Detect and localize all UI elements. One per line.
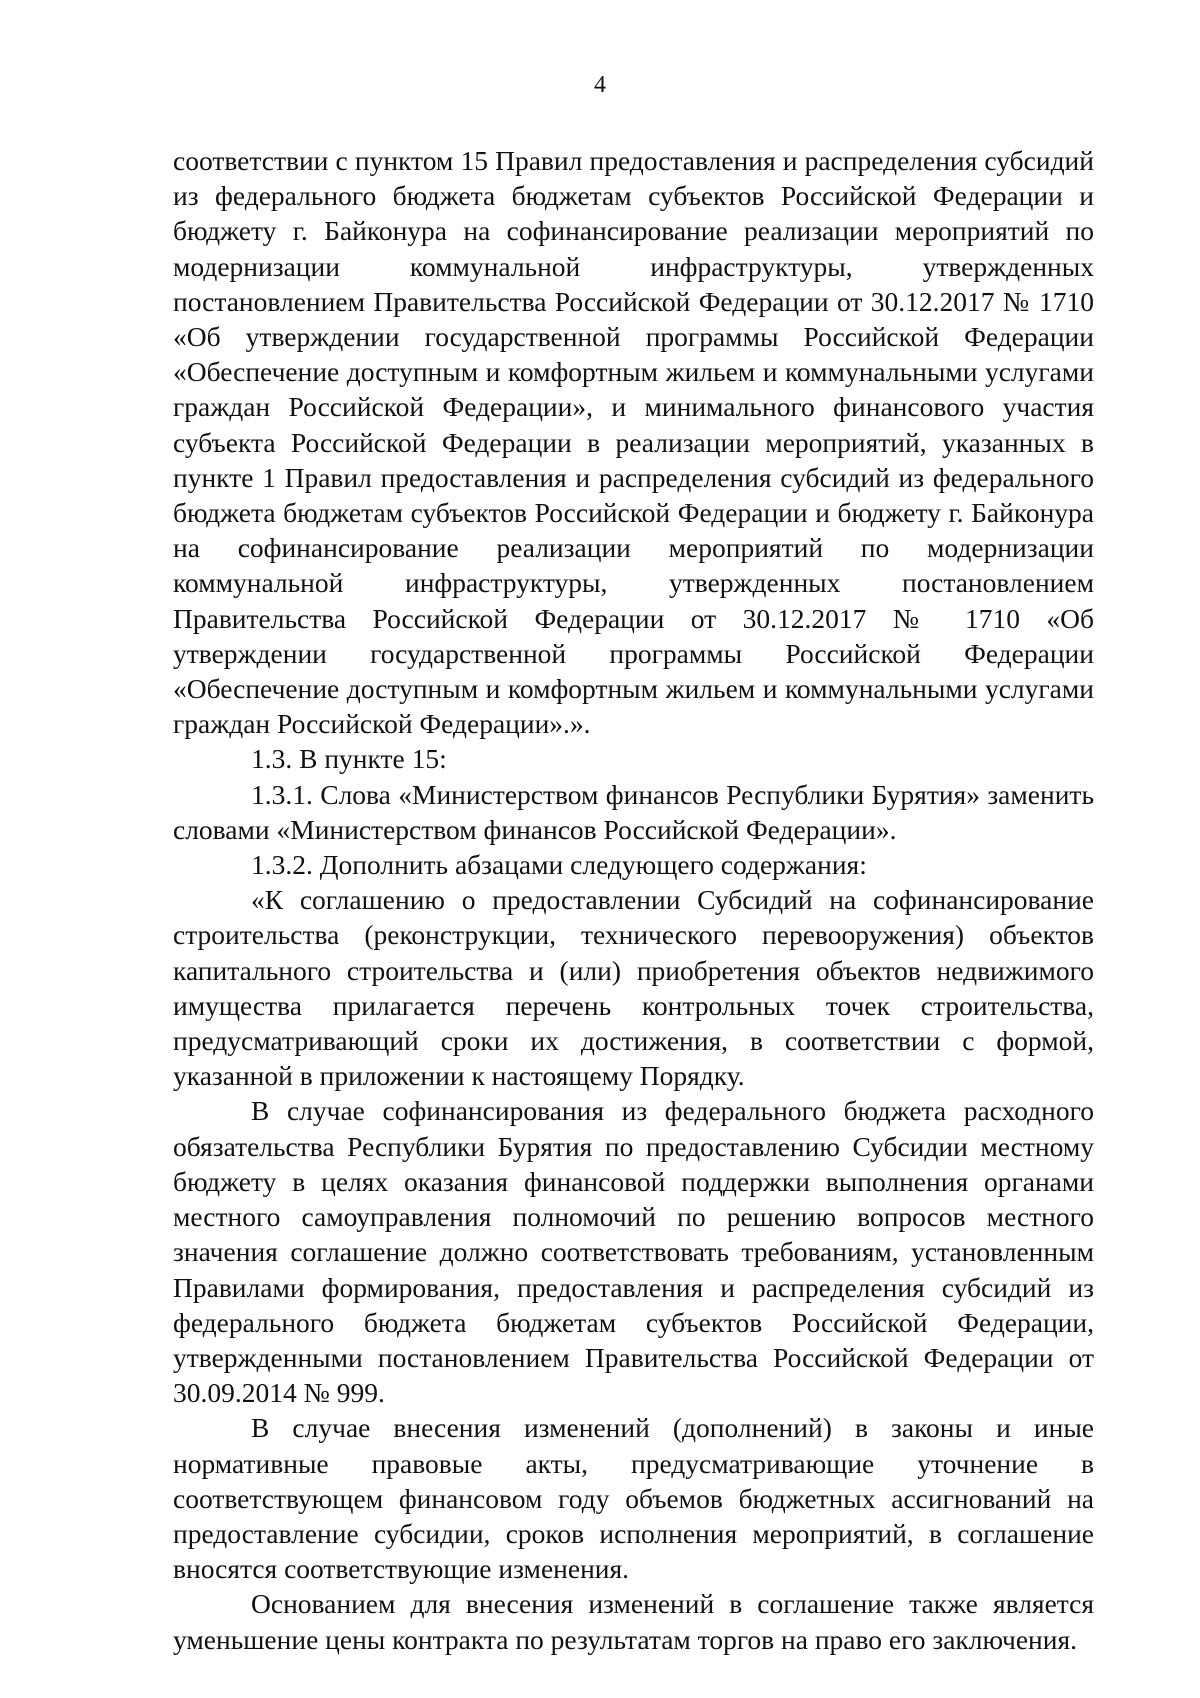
- paragraph-cofinancing: В случае софинансирования из федерального бюджета расходного обязательства Республики Бурятия по предоставлению Субсидии местному бюджету в целях оказания финансовой поддержки выполнения органами местного самоуправления полномочий по решению вопросов местного значения соглашение должно соответствовать требованиям, установленным Правилами формирования, предоставления и распределения субсидий из федерального бюджета бюджетам субъектов Российской Федерации, утвержденными постановлением Правительства Российской Федерации от 30.09.2014 № 999.: [173, 1095, 1094, 1409]
- paragraph-item-1-3-2: 1.3.2. Дополнить абзацами следующего содержания:: [251, 849, 867, 881]
- paragraph-continuation: соответствии с пунктом 15 Правил предоставления и распределения субсидий из федерального бюджета бюджетам субъектов Российской Федерации и бюджету г. Байконура на софинансирование реализации мероприятий по модернизации коммунальной инфраструктуры, утвержденных постановлением Правительства Российской Федерации от 30.12.2017 № 1710 «Об утверждении государственной программы Российской Федерации «Обеспечение доступным и комфортным жильем и коммунальными услугами граждан Российской Федерации», и минимального финансового участия субъекта Российской Федерации в реализации мероприятий, указанных в пункте 1 Правил предоставления и распределения субсидий из федерального бюджета бюджетам субъектов Российской Федерации и бюджету г. Байконура на софинансирование реализации мероприятий по модернизации коммунальной инфраструктуры, утвержденных постановлением Правительства Российской Федерации от 30.12.2017 № 1710 «Об утверждении государственной программы Российской Федерации «Обеспечение доступным и комфортным жильем и коммунальными услугами граждан Российской Федерации».».: [173, 145, 1094, 740]
- document-body: [173, 143, 1094, 1657]
- paragraph-amendments: В случае внесения изменений (дополнений) в законы и иные нормативные правовые акты, предусматривающие уточнение в соответствующем финансовом году объемов бюджетных ассигнований на предоставление субсидии, сроков исполнения мероприятий, в соглашение вносятся соответствующие изменения.: [173, 1412, 1094, 1585]
- paragraph-quote-checkpoints: «К соглашению о предоставлении Субсидий на софинансирование строительства (реконструкции, технического перевооружения) объектов капитального строительства и (или) приобретения объектов недвижимого имущества прилагается перечень контрольных точек строительства, предусматривающий сроки их достижения, в соответствии с формой, указанной в приложении к настоящему Порядку.: [173, 884, 1094, 1092]
- paragraph-item-1-3-1: 1.3.1. Слова «Министерством финансов Республики Бурятия» заменить словами «Министерством финансов Российской Федерации».: [173, 778, 1094, 845]
- paragraph-item-1-3: 1.3. В пункте 15:: [251, 743, 447, 775]
- paragraph-grounds: Основанием для внесения изменений в соглашение также является уменьшение цены контракта по результатам торгов на право его заключения.: [173, 1588, 1094, 1655]
- page-number: 4: [594, 72, 606, 98]
